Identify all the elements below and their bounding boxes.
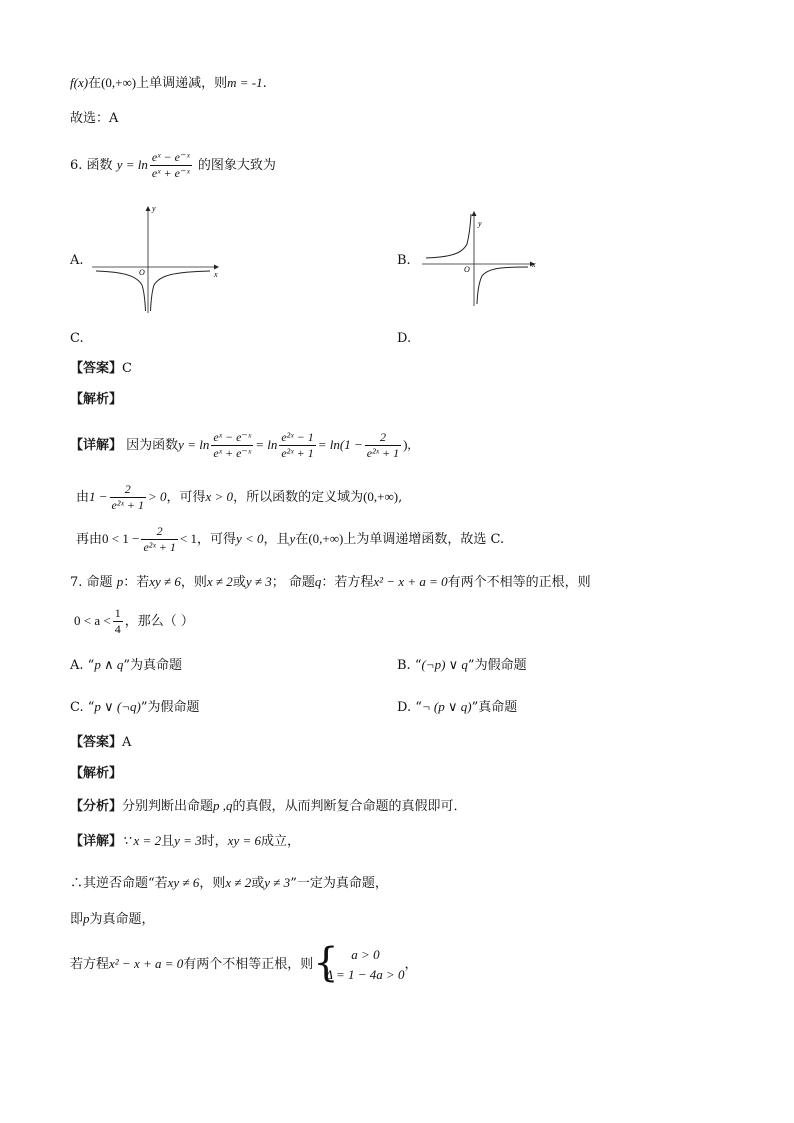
analysis-tag: 【解析】 (70, 392, 123, 407)
q6-answer (70, 360, 132, 378)
text: 在 (88, 76, 102, 91)
option-b-label: B. (397, 253, 411, 268)
text: A. “ (70, 658, 95, 673)
q6-range-line (76, 522, 504, 557)
text: 上单调递减，则 (136, 76, 228, 91)
text: 或 (232, 575, 246, 590)
q7-option-d (397, 698, 517, 717)
text: ； 命题 (271, 575, 315, 590)
text: 若方程 (70, 957, 110, 972)
fraction (279, 430, 315, 461)
math-m: m = -1 (227, 75, 263, 90)
x-axis-label: x (532, 260, 536, 269)
option-c-label: C. (70, 331, 84, 346)
text: 即 (70, 912, 84, 927)
math: y ≠ 3 (264, 875, 291, 890)
text: ，则 (199, 876, 226, 891)
math: ∵ x = 2 (122, 833, 162, 848)
text: . (262, 76, 267, 91)
math: y < 0 (235, 531, 264, 546)
text: C. “ (70, 700, 95, 715)
q6-domain-line (76, 480, 402, 515)
y-axis-label: y (152, 204, 156, 213)
curve-right (151, 271, 211, 311)
q7-analysis-tag (70, 765, 122, 783)
text: 成立， (260, 834, 300, 849)
x-axis-label: x (214, 270, 218, 279)
q7-option-c (70, 698, 200, 717)
q7-last-line (70, 939, 418, 987)
q7-fenxi (70, 797, 467, 816)
y-axis-label: y (478, 219, 482, 228)
numerator: 2 (141, 524, 177, 540)
fraction (113, 606, 123, 637)
text: ，则 (180, 575, 207, 590)
math: > 0 (147, 489, 167, 504)
text: 或 (251, 876, 265, 891)
option-d-label: D. (397, 331, 412, 346)
case-system (313, 939, 405, 986)
y-arrow (472, 211, 477, 216)
text: ，可得 (166, 490, 206, 505)
q6-stem (70, 148, 276, 183)
analysis-tag: 【解析】 (70, 766, 123, 781)
q7-contrapositive (70, 874, 388, 893)
math: y (289, 531, 296, 546)
q6-analysis-tag (70, 391, 122, 409)
text: ，可得 (196, 532, 236, 547)
text: 6. 函数 (70, 158, 113, 173)
answer-value: C (122, 361, 132, 376)
text: D. “ (397, 700, 422, 715)
q6-detail-line (70, 428, 411, 463)
curve-left (96, 271, 146, 311)
fraction (141, 524, 177, 555)
math: 1 − (89, 489, 108, 504)
x-arrow (214, 265, 219, 270)
numerator: eˣ − e⁻ˣ (213, 430, 252, 444)
math: (0,+∞) (363, 489, 399, 504)
math: < 1 (179, 531, 197, 546)
math: ), (403, 437, 411, 452)
text: 分别判断出命题 (122, 799, 214, 814)
fraction (365, 430, 401, 461)
q7-answer (70, 734, 131, 752)
text: 因为函数 (126, 438, 179, 453)
text: 在 (295, 532, 309, 547)
text: ：若方程 (321, 575, 374, 590)
numerator: 1 (114, 606, 121, 620)
text: ：若 (123, 575, 150, 590)
graph-a (92, 205, 222, 315)
text: 再由 (76, 532, 103, 547)
denominator: e²ˣ + 1 (281, 446, 314, 460)
math: ¬ (p ∨ q) (421, 699, 472, 714)
math: y = ln (178, 437, 210, 452)
curve-left (426, 214, 471, 258)
text: 7. 命题 (70, 575, 113, 590)
math: x ≠ 2 (225, 875, 252, 890)
text: ”为真命题 (123, 658, 182, 673)
text: 为真命题， (89, 912, 155, 927)
text: ”一定为真命题， (290, 876, 388, 891)
detail-tag: 【详解】 (70, 438, 123, 453)
curve-right (477, 267, 528, 304)
math: p ∧ q (94, 657, 124, 672)
fraction (150, 150, 192, 181)
text: ，且 (263, 532, 290, 547)
math: y = 3 (174, 833, 202, 848)
text: ，所以函数的定义域为 (233, 490, 364, 505)
text: 时， (201, 834, 228, 849)
text: ”为假命题 (140, 700, 200, 715)
math: = ln(1 − (317, 437, 363, 452)
q7-stem (70, 573, 591, 592)
math: 0 < 1 − (102, 531, 140, 546)
y-arrow (146, 206, 151, 211)
denominator: 4 (114, 622, 121, 636)
math: (¬p) ∨ q (421, 657, 468, 672)
denominator: e²ˣ + 1 (111, 498, 144, 512)
math: y = ln (116, 157, 148, 172)
answer-value: A (122, 735, 132, 750)
text: ∴其逆否命题“若 (70, 876, 168, 891)
math-p: p (116, 574, 124, 589)
math-q: q (314, 574, 322, 589)
numerator: e²ˣ − 1 (281, 430, 314, 444)
text: 且 (161, 834, 175, 849)
text: ，那么（ ） (124, 614, 194, 629)
text: , (398, 490, 403, 505)
math-p: p (83, 911, 90, 926)
q7-stem-2 (74, 604, 194, 639)
fraction (211, 430, 253, 461)
math: 0 < a < (74, 613, 111, 628)
origin-label: O (139, 268, 145, 277)
q7-option-b (397, 656, 527, 675)
math: xy ≠ 6 (167, 875, 200, 890)
q7-detail (70, 832, 300, 851)
answer-tag: 【答案】 (70, 361, 123, 376)
graph-b (422, 210, 542, 310)
denominator: e²ˣ + 1 (143, 540, 176, 554)
detail-tag: 【详解】 (70, 834, 123, 849)
line-monotonic (70, 74, 267, 93)
math: = ln (255, 437, 278, 452)
math: x > 0 (205, 489, 234, 504)
text: 有两个不相等正根，则 (183, 957, 314, 972)
option-a-label: A. (70, 253, 84, 268)
math-fx: f(x) (70, 75, 89, 90)
brace: { (313, 939, 339, 986)
case-row: a > 0 (351, 946, 380, 962)
denominator: eˣ + e⁻ˣ (213, 446, 252, 460)
math: p ,q (213, 798, 233, 813)
text: B. “ (397, 658, 422, 673)
math: xy ≠ 6 (149, 574, 181, 589)
denominator: eˣ + e⁻ˣ (151, 166, 190, 180)
math: x ≠ 2 (206, 574, 233, 589)
fenxi-tag: 【分析】 (70, 799, 123, 814)
math: (0,+∞) (308, 531, 344, 546)
math: xy = 6 (227, 833, 261, 848)
math: x² − x + a = 0 (109, 956, 184, 971)
q7-p-true (70, 910, 155, 929)
math: p ∨ (¬q) (94, 699, 141, 714)
text: ”真命题 (471, 700, 518, 715)
answer-tag: 【答案】 (70, 735, 123, 750)
choose-line: 故选：A (70, 111, 119, 126)
origin-label: O (464, 265, 470, 274)
numerator: 2 (365, 430, 401, 446)
math: x² − x + a = 0 (373, 574, 448, 589)
numerator: eˣ − e⁻ˣ (151, 150, 190, 164)
fraction (110, 482, 146, 513)
math: y ≠ 3 (245, 574, 272, 589)
text: 的真假，从而判断复合命题的真假即可． (232, 799, 467, 814)
case-row: Δ = 1 − 4a > 0 (325, 966, 405, 982)
text: 有两个不相等的正根，则 (447, 575, 591, 590)
numerator: 2 (110, 482, 146, 498)
text: 上为单调递增函数，故选 C. (343, 532, 505, 547)
denominator: e²ˣ + 1 (366, 446, 400, 460)
q7-option-a (70, 656, 182, 675)
text: 的图象大致为 (197, 158, 276, 173)
text: ， (404, 957, 418, 972)
math-interval: (0,+∞) (101, 75, 137, 90)
text: ”为假命题 (467, 658, 527, 673)
text: 由 (76, 490, 90, 505)
